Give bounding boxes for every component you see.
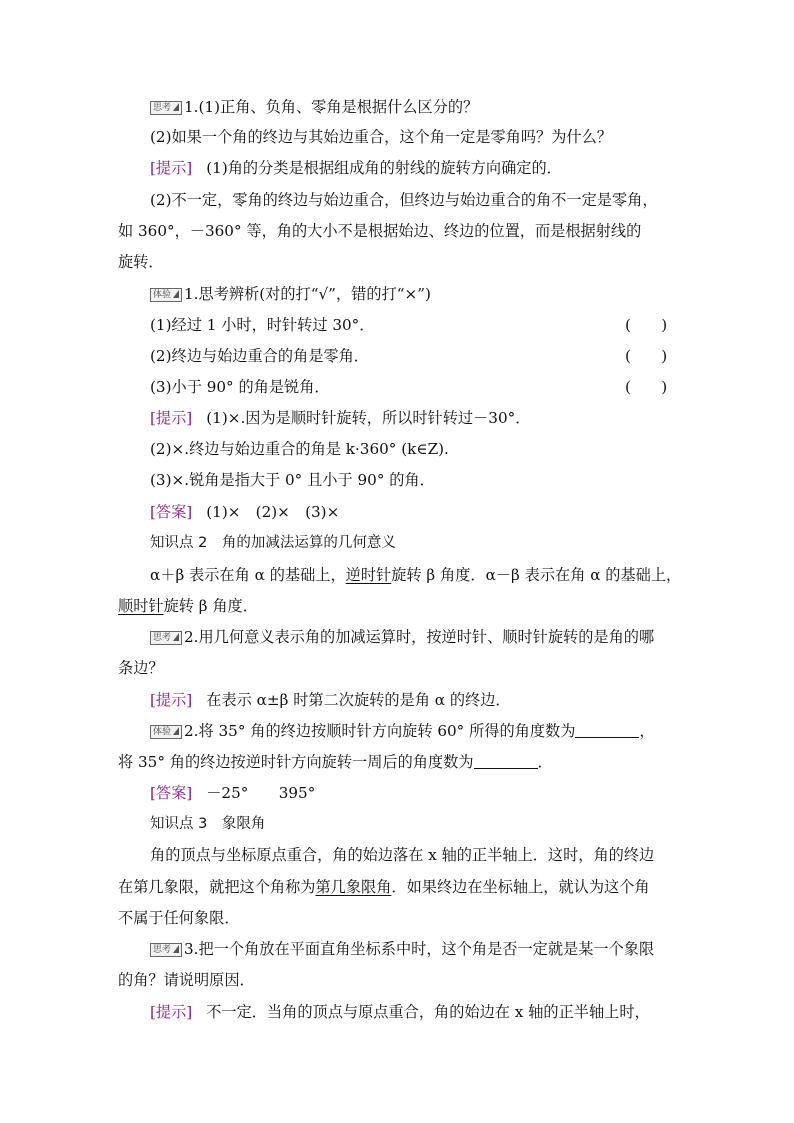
answer-text: －25° 395° — [206, 784, 316, 802]
question-line: 条边？ — [118, 659, 164, 677]
paragraph-line: (2)不一定，零角的终边与始边重合，但终边与始边重合的角不一定是零角， — [150, 191, 658, 209]
think-tag: 思考 — [150, 631, 182, 645]
punctuation: ， — [639, 722, 655, 740]
hint-line — [150, 690, 710, 710]
section-heading: 知识点 3 象限角 — [150, 816, 266, 832]
paragraph-line: 角的顶点与坐标原点重合，角的始边落在 x 轴的正半轴上．这时，角的终边 — [150, 846, 655, 864]
judge-item-2: (2)终边与始边重合的角是零角． — [150, 347, 369, 365]
hint-text: 在表示 α±β 时第二次旋转的是角 α 的终边． — [206, 691, 511, 709]
answer-line — [150, 502, 710, 522]
paragraph-line: 旋转． — [118, 253, 164, 271]
hint-line: (2)×.终边与始边重合的角是 k·360° (k∈Z). — [150, 440, 449, 458]
text-part: ．如果终边在坐标轴上，就认为这个角 — [391, 878, 650, 896]
hint-line — [150, 158, 710, 178]
underlined-term: 逆时针 — [345, 566, 392, 584]
think-question-2 — [150, 627, 710, 647]
think-tag: 思考 — [150, 101, 182, 115]
punctuation: ． — [537, 753, 553, 771]
question-text: 2.将 35° 角的终边按顺时针方向旋转 60° 所得的角度数为 — [184, 722, 576, 740]
exp-tag: 体验 — [150, 725, 182, 739]
text-part: 旋转 β 角度． — [163, 597, 258, 615]
hint-text: (1)角的分类是根据组成角的射线的旋转方向确定的． — [206, 159, 562, 177]
answer-bracket: ( ) — [625, 316, 668, 334]
exp-question-2 — [150, 721, 710, 741]
paragraph-line — [150, 565, 710, 585]
question-line — [118, 752, 678, 772]
question-text: 3.把一个角放在平面直角坐标系中时，这个角是否一定就是某一个象限 — [184, 940, 655, 958]
hint-label: [提示] — [150, 691, 193, 709]
question-text: 将 35° 角的终边按逆时针方向旋转一周后的角度数为 — [118, 753, 474, 771]
question-text: 1.思考辨析(对的打“√”，错的打“×”) — [184, 285, 431, 303]
answer-label: [答案] — [150, 784, 193, 802]
paragraph-line: 不属于任何象限． — [118, 909, 240, 927]
answer-line — [150, 783, 710, 803]
think-question-1 — [150, 97, 710, 117]
answer-bracket: ( ) — [625, 378, 668, 396]
hint-line — [150, 1002, 710, 1022]
section-heading: 知识点 2 角的加减法运算的几何意义 — [150, 535, 396, 551]
hint-line: (3)×.锐角是指大于 0° 且小于 90° 的角． — [150, 471, 435, 489]
question-text: 2.用几何意义表示角的加减运算时，按逆时针、顺时针旋转的是角的哪 — [184, 628, 655, 646]
paragraph-line: 如 360°，－360° 等，角的大小不是根据始边、终边的位置，而是根据射线的 — [118, 222, 642, 240]
text-part: 在第几象限，就把这个角称为 — [118, 878, 316, 896]
paragraph-line — [118, 596, 678, 616]
hint-text: (1)×.因为是顺时针旋转，所以时针转过－30°． — [206, 409, 531, 427]
answer-text: (1)× (2)× (3)× — [206, 503, 340, 521]
judge-item-1: (1)经过 1 小时，时针转过 30°． — [150, 316, 375, 334]
answer-bracket: ( ) — [625, 347, 668, 365]
text-part: α＋β 表示在角 α 的基础上， — [150, 566, 346, 584]
question-text: 1.(1)正角、负角、零角是根据什么区分的？ — [184, 98, 479, 116]
hint-text: 不一定．当角的顶点与原点重合，角的始边在 x 轴的正半轴上时， — [206, 1003, 650, 1021]
paragraph-line — [118, 877, 678, 897]
underlined-term: 顺时针 — [118, 597, 164, 615]
hint-label: [提示] — [150, 159, 193, 177]
answer-label: [答案] — [150, 503, 193, 521]
think-tag: 思考 — [150, 943, 182, 957]
hint-label: [提示] — [150, 1003, 193, 1021]
underlined-term: 第几象限角 — [315, 878, 392, 896]
hint-label: [提示] — [150, 409, 193, 427]
exp-tag: 体验 — [150, 288, 182, 302]
judge-item-3: (3)小于 90° 的角是锐角． — [150, 378, 330, 396]
text-part: 旋转 β 角度．α－β 表示在角 α 的基础上， — [391, 566, 682, 584]
answer-blank[interactable] — [474, 753, 538, 769]
think-question-3 — [150, 939, 710, 959]
hint-line — [150, 408, 710, 428]
exp-question-1 — [150, 284, 710, 304]
question-line: (2)如果一个角的终边与其始边重合，这个角一定是零角吗？为什么？ — [150, 128, 612, 146]
question-line: 的角？请说明原因． — [118, 971, 255, 989]
answer-blank[interactable] — [575, 722, 639, 738]
